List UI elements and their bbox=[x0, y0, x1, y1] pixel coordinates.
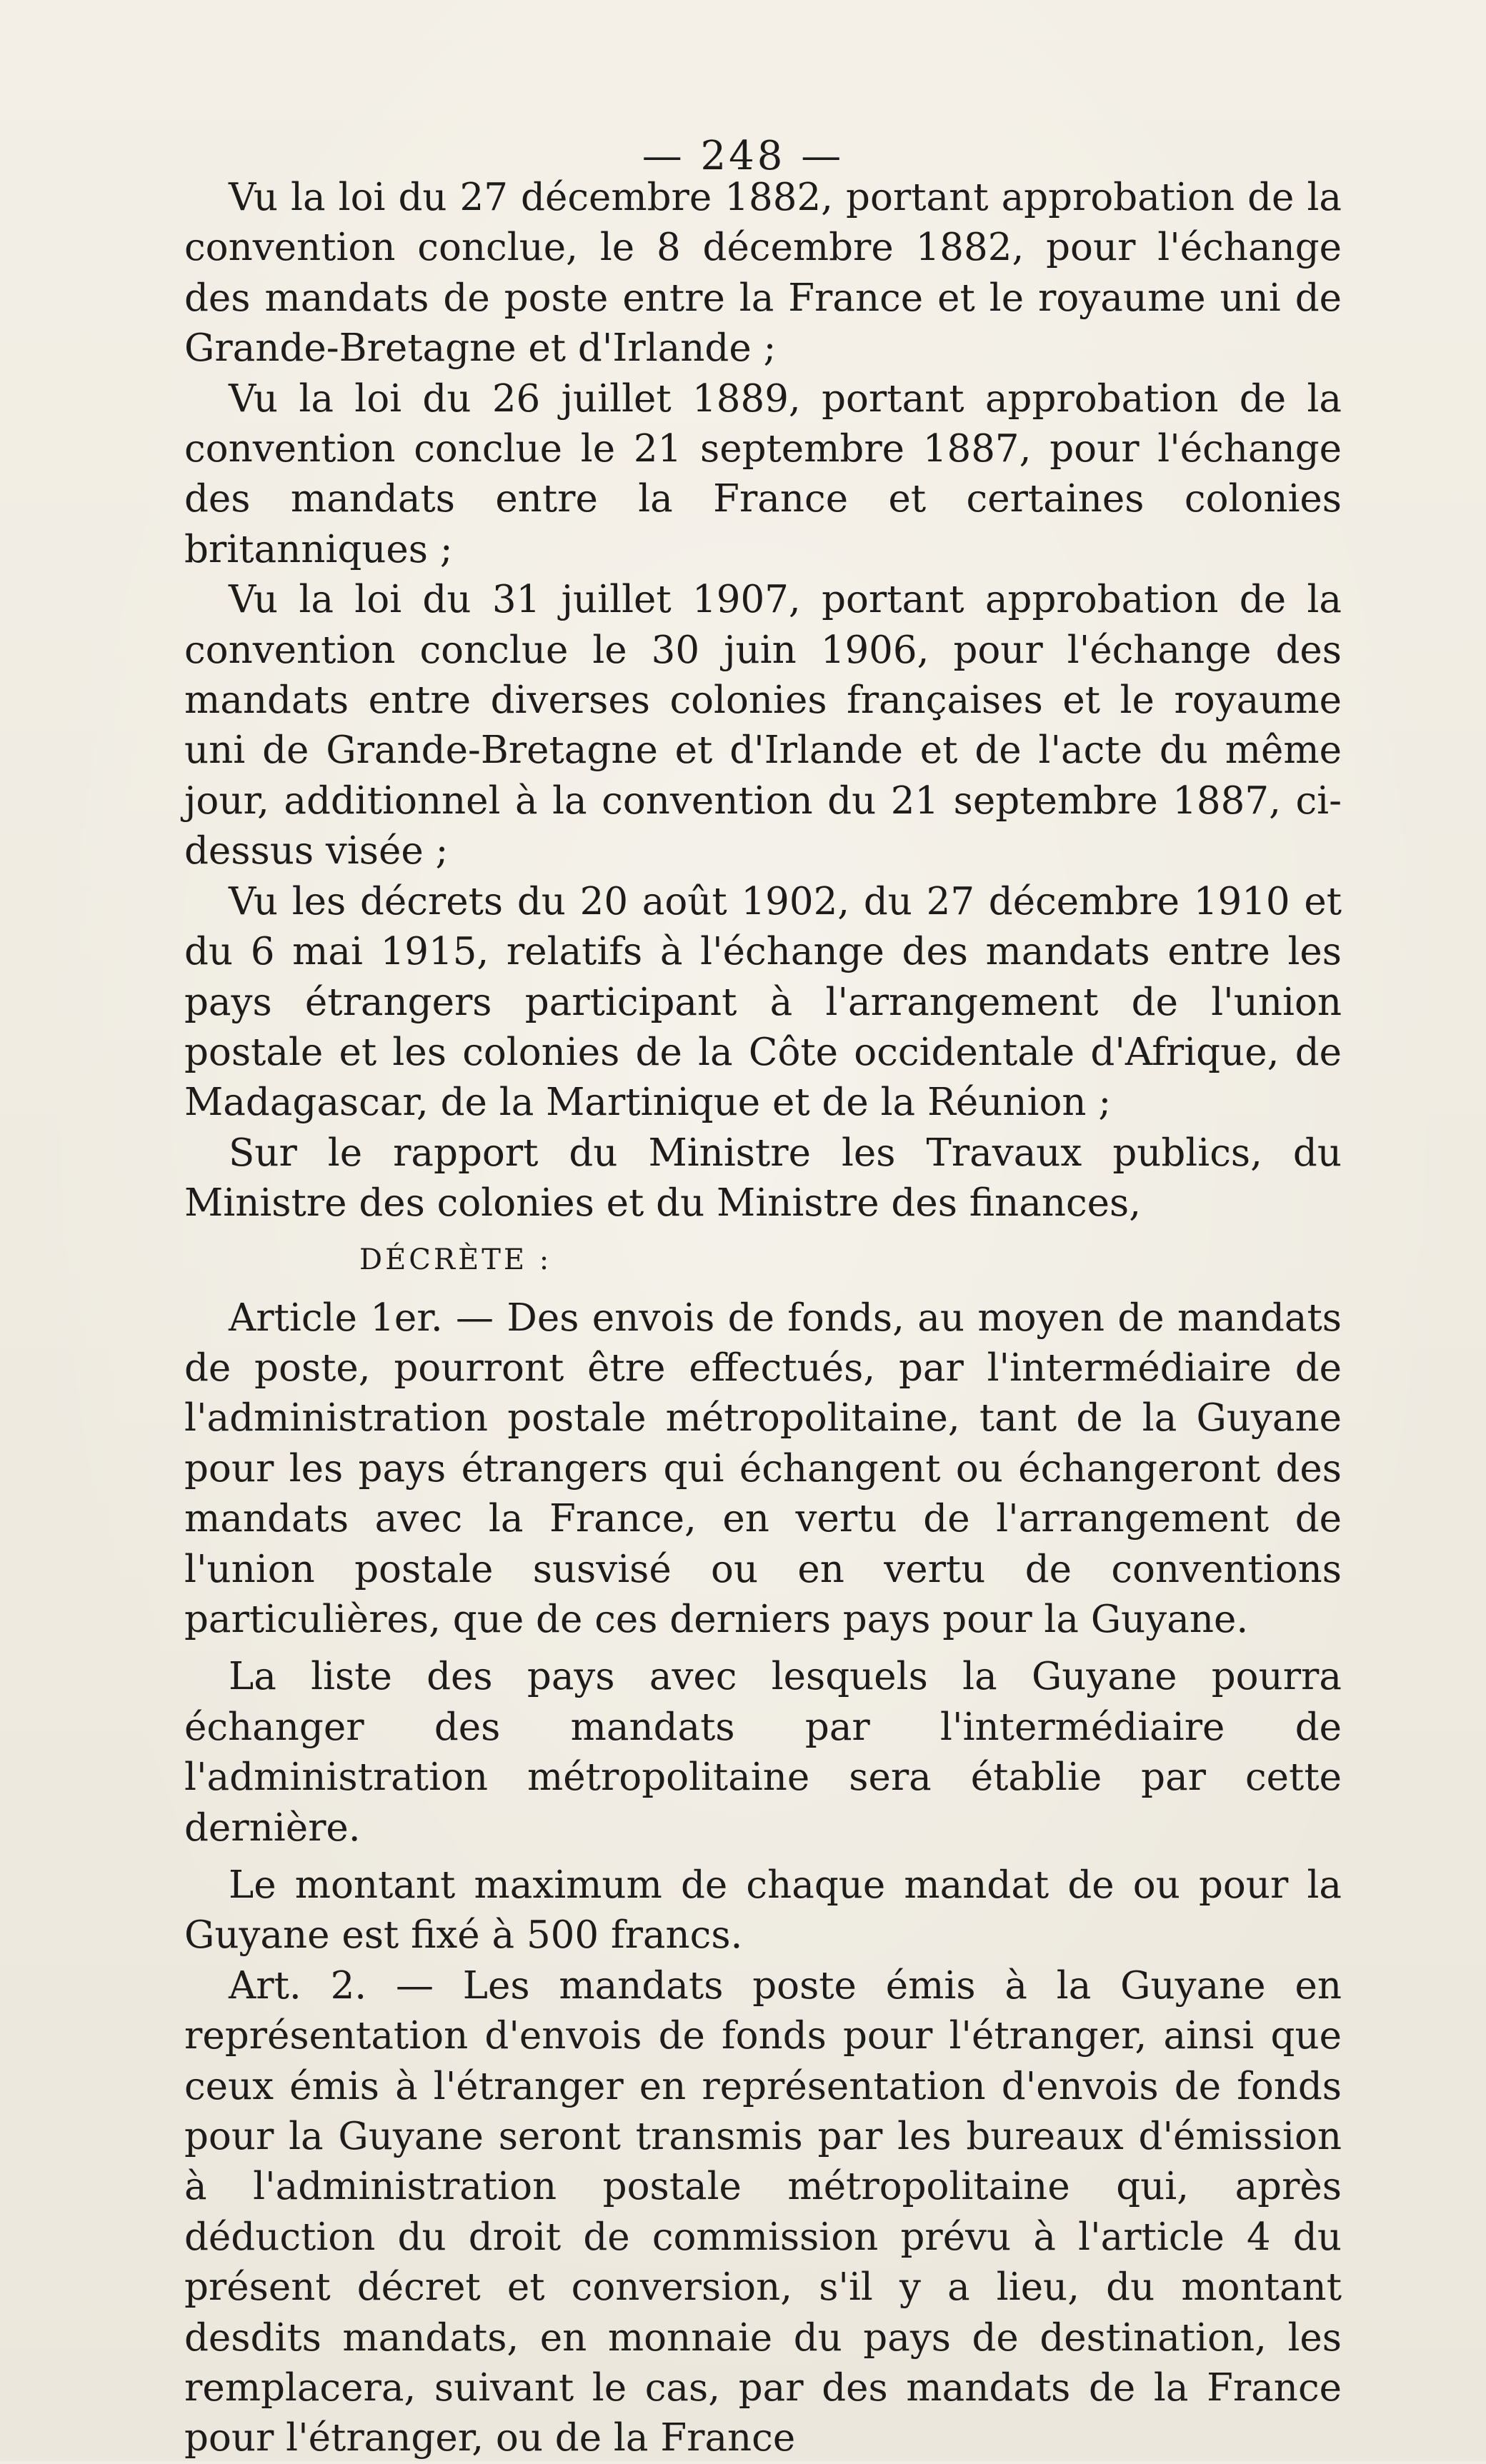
visa-paragraph-rapport: Sur le rapport du Ministre les Travaux publics, du Ministre des colonies et du Ministre des finances, bbox=[184, 1131, 1342, 1226]
document-body bbox=[184, 121, 1342, 2464]
article-1-paragraph: Article 1er. — Des envois de fonds, au moyen de mandats de poste, pourront être effectués, par l'intermédiaire de l'administration postale métropolitaine, tant de la Guyane pour les pays étrangers qui échangent ou échangeront des mandats avec la France, en vertu de l'arrangement de l'union postale susvisé ou en vertu de conventions particulières, que de ces derniers pays pour la Guyane. bbox=[184, 1296, 1342, 1641]
article-2-paragraph: Art. 2. — Les mandats poste émis à la Guyane en représentation d'envois de fonds pour l'étranger, ainsi que ceux émis à l'étranger en représentation d'envois de fonds pour la Guyane seront transmis par les bureaux d'émission à l'administration postale métropolitaine qui, après déduction du droit de commission prévu à l'article 4 du présent décret et conversion, s'il y a lieu, du montant desdits mandats, en monnaie du pays de destination, les remplacera, suivant le cas, par des mandats de la France pour l'étranger, ou de la France bbox=[184, 1963, 1342, 2460]
decrete-heading: DÉCRÈTE : bbox=[359, 1243, 552, 1276]
visa-paragraph-1882: Vu la loi du 27 décembre 1882, portant approbation de la convention conclue, le 8 décembre 1882, pour l'échange des mandats de poste entre la France et le royaume uni de Grande-Bretagne et d'Irlande ; bbox=[184, 176, 1342, 371]
visa-paragraph-1907: Vu la loi du 31 juillet 1907, portant approbation de la convention conclue le 30 juin 1906, pour l'échange des mandats entre diverses colonies françaises et le royaume uni de Grande-Bretagne et d'Irlande et de l'acte du même jour, additionnel à la convention du 21 septembre 1887, ci-dessus visée ; bbox=[184, 578, 1342, 873]
page-number: — 248 — bbox=[642, 133, 844, 179]
visa-paragraph-1889: Vu la loi du 26 juillet 1889, portant approbation de la convention conclue le 21 septembre 1887, pour l'échange des mandats entre la France et certaines colonies britanniques ; bbox=[184, 376, 1342, 571]
visa-paragraph-decrets: Vu les décrets du 20 août 1902, du 27 décembre 1910 et du 6 mai 1915, relatifs à l'échange des mandats entre les pays étrangers participant à l'arrangement de l'union postale et les colonies de la Côte occidentale d'Afrique, de Madagascar, de la Martinique et de la Réunion ; bbox=[184, 879, 1342, 1125]
article-1-amount-paragraph: Le montant maximum de chaque mandat de ou pour la Guyane est fixé à 500 francs. bbox=[184, 1863, 1342, 1958]
article-1-list-paragraph: La liste des pays avec lesquels la Guyane pourra échanger des mandats par l'intermédiaire de l'administration métropolitaine sera établie par cette dernière. bbox=[184, 1655, 1342, 1850]
